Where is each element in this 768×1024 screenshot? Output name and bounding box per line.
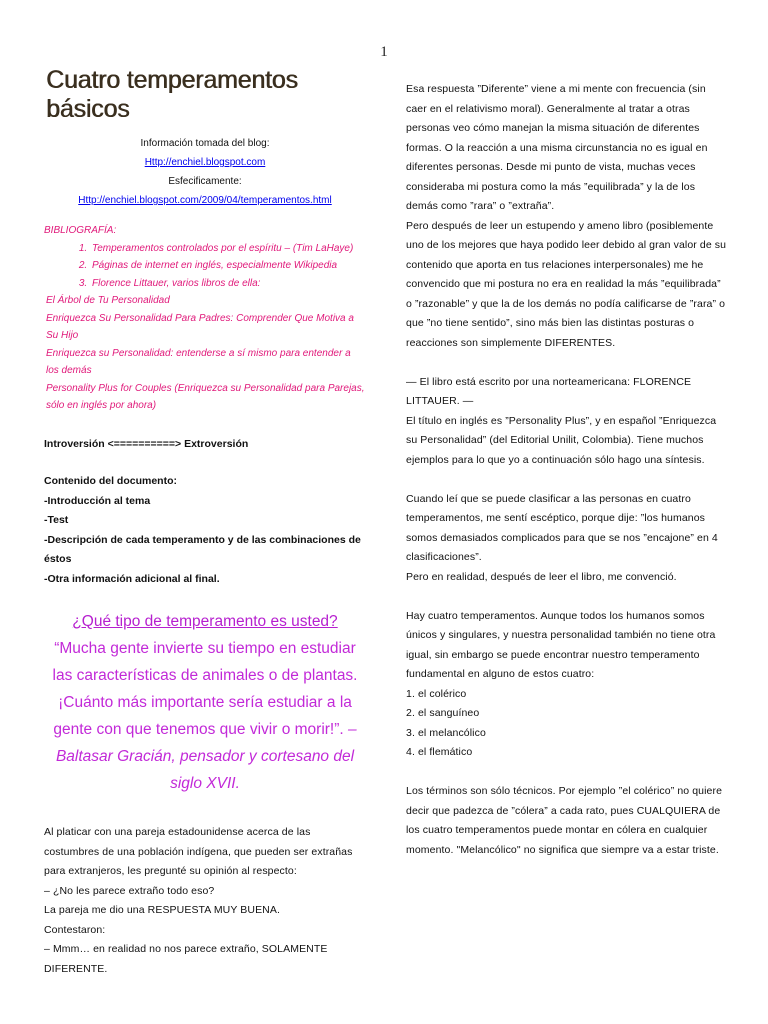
quote-author: – Baltasar Gracián, pensador y cortesano del siglo XVII.	[55, 721, 357, 792]
story-line: – ¿No les parece extraño todo eso?	[44, 884, 215, 897]
bibliography-book: Enriquezca su Personalidad: entenderse a sí mismo para entender a los demás	[46, 347, 351, 376]
left-column	[44, 66, 366, 979]
paragraph: Pero después de leer un estupendo y ameno libro (posiblemente uno de los mejores que haya podido leer debido al gran valor de su contenido que aporta en tus relaciones interpersonales) me he convencido que mi postura no era en realidad la más ”equilibrada” o ”razonable” y que la de los demás no podía calificarse de ”rara” o que ”no tiene sentido”, sino más bien las distintas posturas o reacciones son simplemente DIFERENTES.	[406, 219, 727, 349]
contents-item: -Descripción de cada temperamento y de las combinaciones de éstos	[44, 533, 361, 565]
contents-heading: Contenido del documento:	[44, 475, 177, 487]
contents-item: -Otra información adicional al final.	[44, 572, 220, 585]
contents-item: -Introducción al tema	[44, 494, 151, 507]
paragraph: Pero en realidad, después de leer el libro, me convenció.	[406, 570, 677, 583]
source-info-label: Información tomada del blog:	[140, 138, 270, 149]
page-number: 1	[380, 44, 388, 60]
bibliography-item: 1. Temperamentos controlados por el espíritu – (Tim LaHaye)	[90, 240, 366, 258]
introversion-extroversion-line: Introversión <==========> Extroversión	[44, 437, 249, 450]
bibliography-item: 2. Páginas de internet en inglés, especialmente Wikipedia	[90, 257, 366, 275]
bibliography-book: El Árbol de Tu Personalidad	[46, 295, 170, 306]
bibliography-list	[44, 240, 366, 293]
right-column	[406, 80, 728, 860]
quote-text: “Mucha gente invierte su tiempo en estudiar las características de animales o de plantas. ¡Cuánto más importante sería estudiar a la gente con que tenemos que vivir o morir!”.	[52, 640, 358, 738]
post-link[interactable]: Http://enchiel.blogspot.com/2009/04/temperamentos.html	[78, 195, 332, 206]
bibliography-item: 3. Florence Littauer, varios libros de ella:	[90, 275, 366, 293]
story-line: La pareja me dio una RESPUESTA MUY BUENA.	[44, 904, 280, 916]
story-line: Al platicar con una pareja estadounidense acerca de las costumbres de una población indígena, que pueden ser extrañas para extranjeros, les pregunté su opinión al respecto:	[44, 826, 353, 877]
temperament-item: 1. el colérico	[406, 687, 467, 700]
paragraph: El título en inglés es ”Personality Plus”, y en español ”Enriquezca su Personalidad” (del Editorial Unilit, Colombia). Tiene muchos ejemplos para lo que yo a continuación sólo hago una síntesis.	[406, 414, 717, 466]
paragraph: Hay cuatro temperamentos. Aunque todos los humanos somos únicos y singulares, y nuestra personalidad también no tiene otra igual, sin embargo se puede encontrar nuestro temperamento fundamental en alguno de estos cuatro:	[406, 609, 716, 680]
quote	[44, 635, 366, 797]
story-line: – Mmm… en realidad no nos parece extraño, SOLAMENTE DIFERENTE.	[44, 943, 328, 975]
blog-link[interactable]: Http://enchiel.blogspot.com	[144, 157, 266, 168]
bibliography-book: Enriquezca Su Personalidad Para Padres: Comprender Que Motiva a Su Hijo	[46, 312, 354, 341]
temperament-item: 2. el sanguíneo	[406, 707, 480, 719]
bibliography-book: Personality Plus for Couples (Enriquezca su Personalidad para Parejas, sólo en inglés por ahora)	[46, 382, 365, 411]
bibliography	[44, 222, 366, 415]
source-specific-label: Esfecificamente:	[168, 176, 242, 187]
document-title: Cuatro temperamentos básicos	[46, 66, 298, 123]
document-contents	[44, 472, 366, 589]
story-line: Contestaron:	[44, 923, 106, 936]
temperament-item: 3. el melancólico	[406, 726, 486, 739]
paragraph: Cuando leí que se puede clasificar a las personas en cuatro temperamentos, me sentí escéptico, porque dije: ”los humanos somos demasiados complicados para que se nos ”encajone” en 4 clasificaciones”.	[406, 492, 718, 563]
paragraph: Esa respuesta ”Diferente” viene a mi mente con frecuencia (sin caer en el relativismo moral). Generalmente al tratar a otras personas veo cómo manejan la misma situación de diferentes formas. O la reacción a una misma circunstancia no es igual en diferentes personas. Desde mi punto de vista, muchas veces consideraba mi postura como la más ”equilibrada” y la de los demás como ”rara” o ”extraña”.	[406, 83, 708, 212]
paragraph: Los términos son sólo técnicos. Por ejemplo ”el colérico” no quiere decir que padezca de ”cólera” a cada rato, pues CUALQUIERA de los cuatro temperamentos puede montar en cólera en cualquier momento. "Melancólico" no significa que siempre va a estar triste.	[406, 785, 723, 856]
book-author-note: — El libro está escrito por una norteamericana: FLORENCE LITTAUER. —	[406, 375, 692, 407]
question-heading: ¿Qué tipo de temperamento es usted?	[72, 613, 338, 630]
contents-item: -Test	[44, 514, 69, 526]
bibliography-heading: BIBLIOGRAFÍA:	[44, 225, 117, 236]
temperament-item: 4. el flemático	[406, 746, 473, 758]
story-paragraphs	[44, 823, 366, 979]
temperament-list	[406, 685, 728, 763]
